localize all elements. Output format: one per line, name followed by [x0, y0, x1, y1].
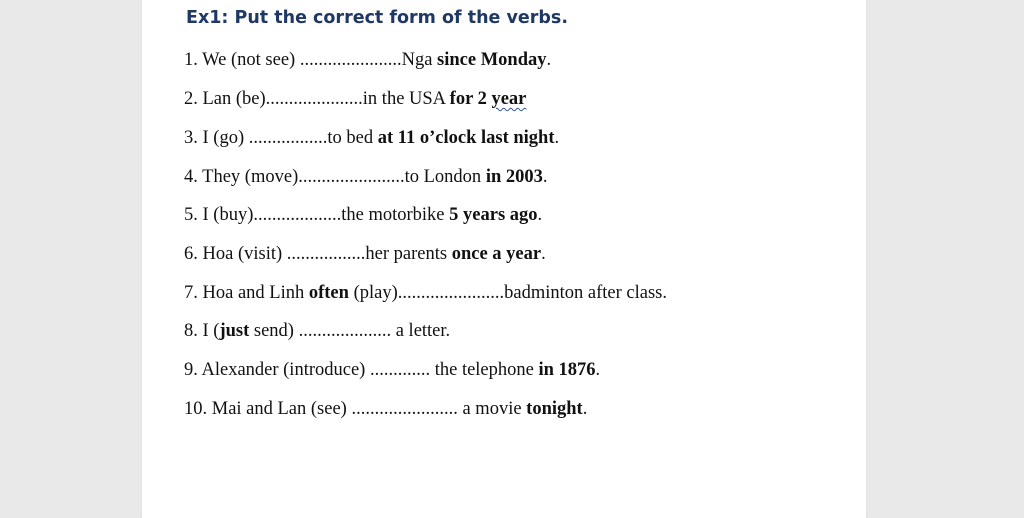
- item-prompt: 3. I (go): [184, 128, 249, 148]
- item-text: Nga: [401, 50, 438, 70]
- exercise-title: Ex1: Put the correct form of the verbs.: [186, 8, 569, 28]
- time-expression: since Monday: [437, 50, 547, 70]
- exercise-item-6: [184, 244, 546, 265]
- item-text: a letter.: [391, 321, 451, 341]
- item-text: in the USA: [362, 89, 450, 109]
- item-prompt: 2. Lan (be): [184, 89, 266, 109]
- time-expression-spellcheck: year: [491, 89, 527, 109]
- item-verb: (play): [348, 283, 398, 303]
- time-expression: just: [219, 321, 250, 341]
- exercise-item-4: [184, 167, 548, 188]
- exercise-item-1: [184, 50, 551, 71]
- item-punctuation: .: [537, 205, 543, 225]
- item-text: the telephone: [430, 360, 539, 380]
- item-prompt: 5. I (buy): [184, 205, 254, 225]
- time-expression: tonight: [526, 399, 583, 419]
- time-expression: 5 years ago: [449, 205, 538, 225]
- time-expression: for 2: [449, 89, 492, 109]
- item-punctuation: .: [541, 244, 546, 264]
- item-punctuation: .: [546, 50, 552, 70]
- answer-blank[interactable]: .................: [286, 244, 366, 264]
- time-expression: at 11 o’clock last night: [377, 128, 555, 148]
- answer-blank[interactable]: .............: [369, 360, 431, 380]
- document-page: [142, 0, 866, 518]
- exercise-item-3: [184, 128, 559, 149]
- item-punctuation: .: [554, 128, 560, 148]
- item-verb: send): [249, 321, 299, 341]
- item-punctuation: .: [542, 167, 548, 187]
- exercise-item-7: [184, 283, 667, 304]
- item-punctuation: .: [595, 360, 601, 380]
- time-expression: often: [308, 283, 349, 303]
- exercise-item-8: [184, 321, 450, 342]
- answer-blank[interactable]: ...................: [253, 205, 342, 225]
- item-text: a movie: [457, 399, 527, 419]
- item-prompt: 7. Hoa and Linh: [184, 283, 309, 303]
- item-text: badminton after class.: [504, 283, 667, 303]
- answer-blank[interactable]: .......................: [298, 167, 405, 187]
- answer-blank[interactable]: .....................: [265, 89, 363, 109]
- item-punctuation: .: [582, 399, 588, 419]
- item-prompt: 10. Mai and Lan (see): [184, 399, 352, 419]
- answer-blank[interactable]: .......................: [351, 399, 458, 419]
- item-prompt: 9. Alexander (introduce): [184, 360, 370, 380]
- answer-blank[interactable]: ....................: [298, 321, 392, 341]
- answer-blank[interactable]: ......................: [299, 50, 402, 70]
- item-prompt: 4. They (move): [184, 167, 299, 187]
- item-text: her parents: [365, 244, 452, 264]
- answer-blank[interactable]: .................: [248, 128, 328, 148]
- item-text: to bed: [327, 128, 378, 148]
- item-text: the motorbike: [341, 205, 450, 225]
- time-expression: in 1876: [538, 360, 596, 380]
- exercise-item-5: [184, 205, 542, 226]
- item-prompt: 1. We (not see): [184, 50, 300, 70]
- answer-blank[interactable]: .......................: [397, 283, 505, 303]
- item-prompt: 8. I (: [184, 321, 220, 341]
- exercise-item-10: [184, 399, 587, 420]
- item-prompt: 6. Hoa (visit): [184, 244, 287, 264]
- time-expression: once a year: [451, 244, 542, 264]
- item-text: to London: [404, 167, 486, 187]
- exercise-item-9: [184, 360, 600, 381]
- time-expression: in 2003: [485, 167, 543, 187]
- exercise-item-2: [184, 89, 526, 110]
